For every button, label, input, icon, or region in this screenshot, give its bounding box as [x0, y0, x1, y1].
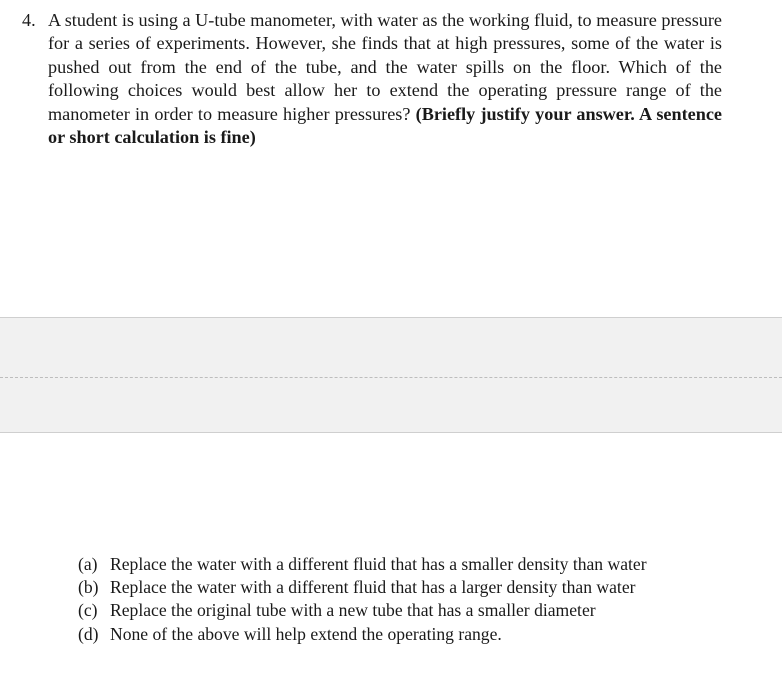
page-break	[0, 317, 782, 433]
option-d	[78, 623, 738, 646]
question-body	[48, 9, 722, 149]
question-block	[22, 9, 722, 149]
option-text: Replace the water with a different fluid that has a larger density than water	[110, 577, 636, 598]
option-letter: (b)	[78, 577, 99, 598]
option-letter: (d)	[78, 623, 99, 644]
option-letter: (a)	[78, 554, 98, 574]
page-break-divider	[0, 377, 782, 378]
option-c	[78, 599, 738, 622]
option-text: Replace the water with a different fluid that has a smaller density than water	[110, 554, 647, 574]
option-b	[78, 576, 738, 599]
question-text: A student is using a U-tube manometer, with water as the working fluid, to measure pressure for a series of experiments. However, she finds that at high pressures, some of the water is pushed out from the end of the tube, and the water spills on the floor. Which of the following choices would best allow her to extend the operating pressure range of the manometer in order to measure higher pressures?	[48, 10, 722, 124]
question-number: 4.	[22, 10, 36, 30]
question-instruction: (Briefly justify your answer. A sentence or short calculation is fine)	[48, 103, 722, 148]
option-a	[78, 553, 738, 576]
answer-options	[78, 553, 738, 646]
option-letter: (c)	[78, 600, 98, 621]
option-text: None of the above will help extend the operating range.	[110, 623, 502, 644]
option-text: Replace the original tube with a new tube that has a smaller diameter	[110, 600, 596, 621]
